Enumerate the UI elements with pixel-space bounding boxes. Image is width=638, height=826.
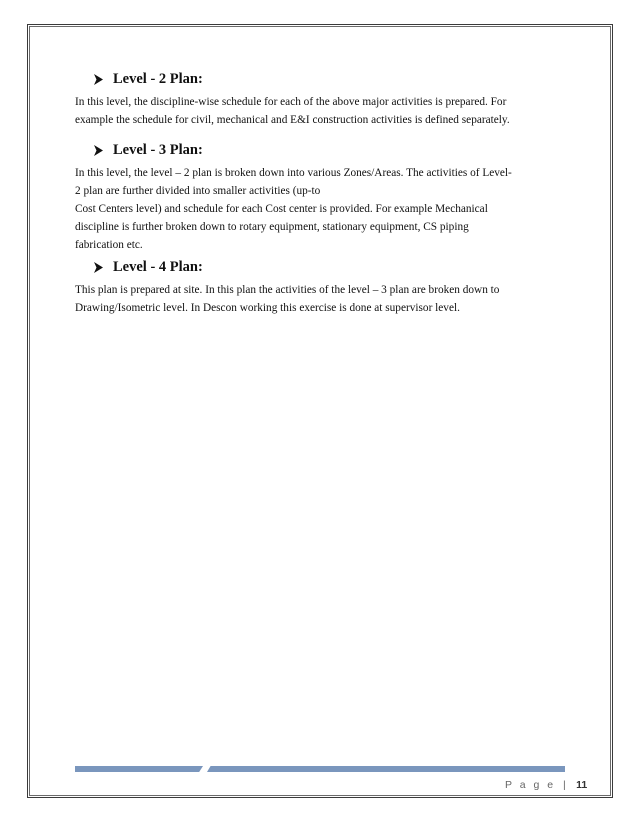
paragraph-line: 2 plan are further divided into smaller activities (up-to — [75, 185, 321, 197]
paragraph-line: Drawing/Isometric level. In Descon working this exercise is done at supervisor level. — [75, 302, 460, 314]
paragraph-line: discipline is further broken down to rotary equipment, stationary equipment, CS piping — [75, 221, 469, 233]
section-heading-level-4 — [93, 259, 203, 276]
arrow-bullet-icon — [93, 145, 104, 156]
paragraph-line: In this level, the discipline-wise schedule for each of the above major activities is prepared. For — [75, 96, 507, 108]
paragraph-line: fabrication etc. — [75, 239, 143, 251]
section-heading-text: Level - 2 Plan: — [113, 71, 203, 87]
arrow-bullet-icon — [93, 262, 104, 273]
section-paragraph-level-4 — [75, 281, 499, 317]
section-paragraph-level-3 — [75, 164, 512, 254]
section-paragraph-level-2 — [75, 93, 510, 129]
arrow-bullet-icon — [93, 74, 104, 85]
page-separator: | — [563, 779, 566, 791]
paragraph-line: In this level, the level – 2 plan is broken down into various Zones/Areas. The activities of Level- — [75, 167, 512, 179]
page-label: P a g e — [505, 779, 556, 791]
section-heading-text: Level - 3 Plan: — [113, 142, 203, 158]
section-heading-level-2 — [93, 71, 203, 88]
footer-bar-left — [75, 766, 203, 772]
footer-bar-right — [207, 766, 565, 772]
paragraph-line: This plan is prepared at site. In this plan the activities of the level – 3 plan are broken down to — [75, 284, 500, 296]
page-number: 11 — [576, 779, 588, 791]
section-heading-text: Level - 4 Plan: — [113, 259, 203, 275]
paragraph-line: example the schedule for civil, mechanical and E&I construction activities is defined separately. — [75, 114, 510, 126]
paragraph-line: Cost Centers level) and schedule for each Cost center is provided. For example Mechanical — [75, 203, 488, 215]
page-number-footer — [505, 779, 587, 791]
section-heading-level-3 — [93, 142, 203, 159]
